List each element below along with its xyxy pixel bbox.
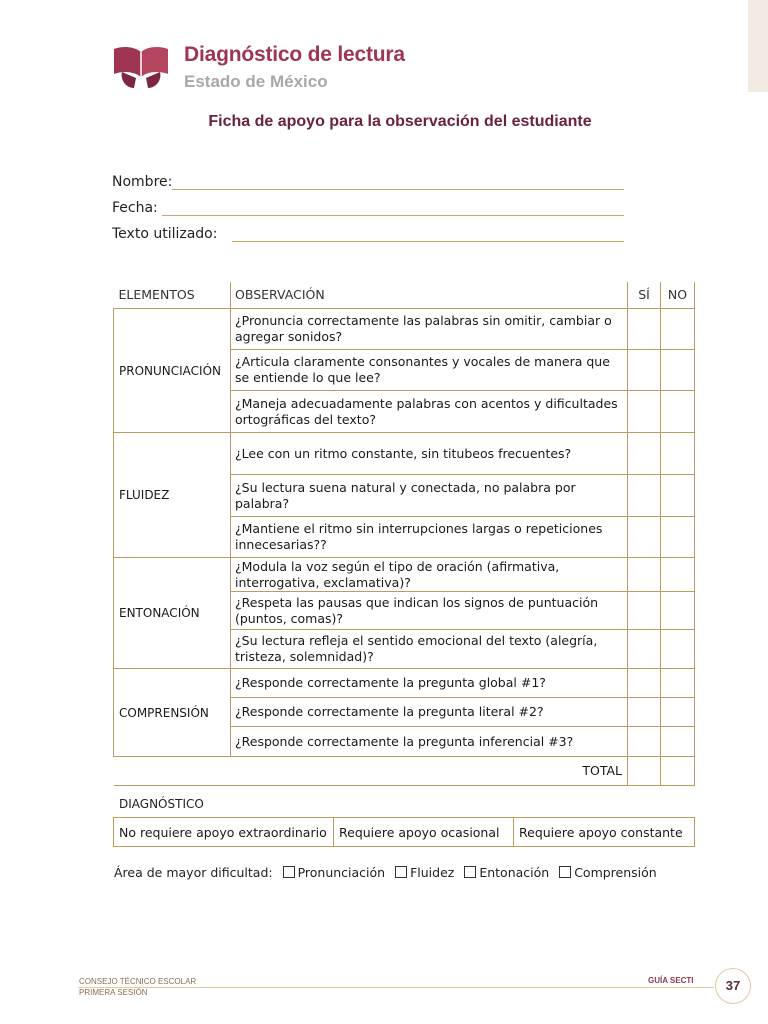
check-cell-yes[interactable] — [628, 669, 661, 698]
table-row — [114, 669, 695, 698]
observation-cell: ¿Pronuncia correctamente las palabras sin omitir, cambiar o agregar sonidos? — [231, 309, 628, 350]
observation-cell: ¿Articula claramente consonantes y vocales de manera que se entiende lo que lee? — [231, 350, 628, 391]
footer-session: PRIMERA SESIÓN — [79, 988, 148, 997]
check-cell-yes[interactable] — [628, 433, 661, 475]
diagnosis-option-none[interactable]: No requiere apoyo extraordinario — [114, 818, 334, 847]
difficulty-label: Área de mayor dificultad: — [114, 865, 273, 880]
check-cell-no[interactable] — [661, 698, 695, 727]
difficulty-area — [114, 865, 657, 880]
footer-guide: GUÍA SECTI — [648, 976, 694, 985]
text-used-label: Texto utilizado: — [112, 226, 218, 242]
checkbox-comprehension[interactable] — [559, 866, 571, 878]
observation-cell: ¿Su lectura refleja el sentido emocional del texto (alegría, tristeza, solemnidad)? — [231, 630, 628, 669]
observation-cell: ¿Modula la voz según el tipo de oración (afirmativa, interrogativa, exclamativa)? — [231, 558, 628, 592]
check-cell-no[interactable] — [661, 433, 695, 475]
check-cell-no[interactable] — [661, 517, 695, 558]
check-cell-yes[interactable] — [628, 698, 661, 727]
observation-cell: ¿Responde correctamente la pregunta global #1? — [231, 669, 628, 698]
checkbox-fluency[interactable] — [395, 866, 407, 878]
check-cell-no[interactable] — [661, 475, 695, 517]
observation-cell: ¿Maneja adecuadamente palabras con acentos y dificultades ortográficas del texto? — [231, 391, 628, 433]
check-cell-no[interactable] — [661, 309, 695, 350]
header-yes: SÍ — [628, 282, 661, 309]
text-used-field[interactable] — [232, 241, 624, 242]
difficulty-option-comprehension: Comprensión — [574, 865, 657, 880]
table-row — [114, 433, 695, 475]
side-tab-decoration — [748, 0, 768, 92]
footer-council: CONSEJO TÉCNICO ESCOLAR — [79, 977, 197, 986]
table-row — [114, 309, 695, 350]
difficulty-option-intonation: Entonación — [479, 865, 550, 880]
header-no: NO — [661, 282, 695, 309]
header-observation: OBSERVACIÓN — [231, 282, 628, 309]
check-cell-yes[interactable] — [628, 517, 661, 558]
difficulty-option-fluency: Fluidez — [410, 865, 455, 880]
check-cell-yes[interactable] — [628, 630, 661, 669]
footer-left — [79, 976, 196, 998]
check-cell-no[interactable] — [661, 669, 695, 698]
name-field[interactable] — [172, 189, 624, 190]
element-cell: PRONUNCIACIÓN — [114, 309, 231, 433]
sheet-title: Ficha de apoyo para la observación del estudiante — [208, 113, 592, 130]
date-field[interactable] — [162, 215, 624, 216]
check-cell-yes[interactable] — [628, 475, 661, 517]
check-cell-yes[interactable] — [628, 558, 661, 592]
observation-cell: ¿Responde correctamente la pregunta inferencial #3? — [231, 727, 628, 757]
diagnosis-label: DIAGNÓSTICO — [119, 797, 204, 811]
element-cell: COMPRENSIÓN — [114, 669, 231, 757]
observation-cell: ¿Mantiene el ritmo sin interrupciones largas o repeticiones innecesarias?? — [231, 517, 628, 558]
observation-cell: ¿Lee con un ritmo constante, sin titubeos frecuentes? — [231, 433, 628, 475]
observation-cell: ¿Su lectura suena natural y conectada, no palabra por palabra? — [231, 475, 628, 517]
reading-hands-icon — [112, 42, 170, 94]
observation-table — [113, 282, 695, 786]
check-cell-no[interactable] — [661, 630, 695, 669]
total-row — [114, 757, 695, 786]
page-title: Diagnóstico de lectura — [184, 43, 405, 66]
check-cell-yes[interactable] — [628, 350, 661, 391]
observation-cell: ¿Respeta las pausas que indican los signos de puntuación (puntos, comas)? — [231, 592, 628, 630]
check-cell-yes[interactable] — [628, 727, 661, 757]
check-cell-yes[interactable] — [628, 592, 661, 630]
checkbox-intonation[interactable] — [464, 866, 476, 878]
name-label: Nombre: — [112, 174, 173, 190]
page-number: 37 — [715, 968, 751, 1004]
diagnosis-option-constant[interactable]: Requiere apoyo constante — [514, 818, 695, 847]
total-cell-no[interactable] — [661, 757, 695, 786]
page-subtitle: Estado de México — [184, 72, 328, 91]
check-cell-no[interactable] — [661, 592, 695, 630]
check-cell-no[interactable] — [661, 391, 695, 433]
check-cell-no[interactable] — [661, 558, 695, 592]
element-cell: ENTONACIÓN — [114, 558, 231, 669]
total-label: TOTAL — [114, 757, 628, 786]
diagnosis-table — [113, 817, 695, 847]
difficulty-option-pronunciation: Pronunciación — [297, 865, 386, 880]
table-row — [114, 558, 695, 592]
check-cell-yes[interactable] — [628, 391, 661, 433]
observation-cell: ¿Responde correctamente la pregunta literal #2? — [231, 698, 628, 727]
date-label: Fecha: — [112, 200, 158, 216]
checkbox-pronunciation[interactable] — [283, 866, 295, 878]
total-cell-yes[interactable] — [628, 757, 661, 786]
check-cell-no[interactable] — [661, 350, 695, 391]
check-cell-no[interactable] — [661, 727, 695, 757]
diagnosis-option-occasional[interactable]: Requiere apoyo ocasional — [334, 818, 514, 847]
element-cell: FLUIDEZ — [114, 433, 231, 558]
table-header-row — [114, 282, 695, 309]
header-elements: ELEMENTOS — [114, 282, 231, 309]
check-cell-yes[interactable] — [628, 309, 661, 350]
